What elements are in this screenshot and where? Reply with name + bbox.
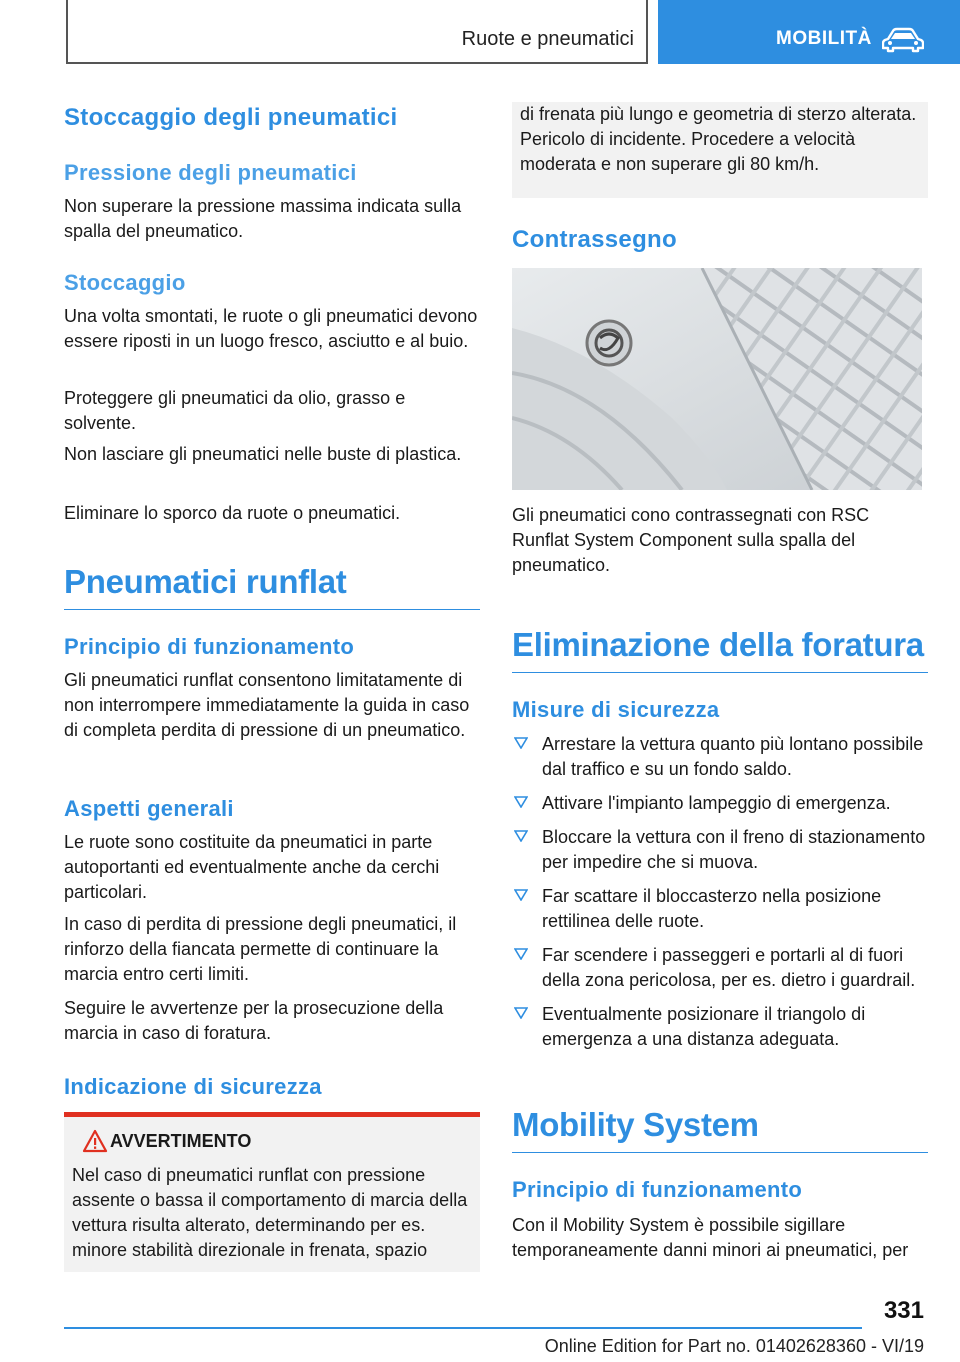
measure-text: Eventualmente posizionare il triangolo di emergenza a una distanza adeguata. xyxy=(542,1004,866,1049)
tire-sidewall-image xyxy=(512,268,922,490)
general-p3: Seguire le avvertenze per la prosecuzione della marcia in caso di foratura. xyxy=(64,998,444,1043)
warning-label: AVVERTIMENTO xyxy=(110,1131,252,1151)
mobility-title: Mobility System xyxy=(512,1106,928,1153)
list-item xyxy=(512,825,928,875)
stock-p2: Proteggere gli pneumatici da olio, grasso e solvente. xyxy=(64,388,406,433)
principle-text: Gli pneumatici runflat consentono limitatamente di non interrompere immediatamente la guida in caso di completa perdita di pressione di un pneumatico. xyxy=(64,670,470,740)
puncture-title: Eliminazione della foratura xyxy=(512,626,928,673)
general-title: Aspetti generali xyxy=(64,796,234,821)
measure-text: Bloccare la vettura con il freno di stazionamento per impedire che si muova. xyxy=(542,827,926,872)
pressure-title: Pressione degli pneumatici xyxy=(64,160,357,185)
warning-continued-text: di frenata più lungo e geometria di sterzo alterata. Pericolo di incidente. Procedere a velocità moderata e non superare gli 80 km/h. xyxy=(520,104,917,174)
runflat-title: Pneumatici runflat xyxy=(64,563,480,610)
general-p2: In caso di perdita di pressione degli pneumatici, il rinforzo della fiancata permette di continuare la marcia entro certi limiti. xyxy=(64,914,457,984)
mark-title: Contrassegno xyxy=(512,226,677,253)
list-item xyxy=(512,791,928,816)
warning-text: Nel caso di pneumatici runflat con pressione assente o bassa il comportamento di marcia della vettura risulta alterato, determinando per es. minore stabilità direzionale in frenata, spazio xyxy=(72,1165,468,1260)
principle-title: Principio di funzionamento xyxy=(64,634,355,659)
measure-text: Far scattare il bloccasterzo nella posizione rettilinea delle ruote. xyxy=(542,886,882,931)
stock-title: Stoccaggio xyxy=(64,270,186,295)
warning-icon xyxy=(82,1129,108,1153)
stock-p4: Eliminare lo sporco da ruote o pneumatici. xyxy=(64,503,401,523)
warning-continued-box xyxy=(512,102,928,198)
measures-list xyxy=(512,732,928,1061)
tire-illustration xyxy=(512,268,922,490)
bullet-triangle-icon xyxy=(514,1007,528,1019)
header-section-box xyxy=(66,0,648,64)
list-item xyxy=(512,884,928,934)
list-item xyxy=(512,1002,928,1052)
mob-principle-text: Con il Mobility System è possibile sigillare temporaneamente danni minori ai pneumatici, per xyxy=(512,1215,909,1260)
safety-title: Indicazione di sicurezza xyxy=(64,1074,322,1099)
mark-text: Gli pneumatici cono contrassegnati con RSC Runflat System Component sulla spalla del pneumatico. xyxy=(512,505,870,575)
general-p1: Le ruote sono costituite da pneumatici in parte autoportanti ed eventualmente anche da cerchi particolari. xyxy=(64,832,440,902)
measure-text: Attivare l'impianto lampeggio di emergenza. xyxy=(542,793,891,813)
header-section-title: Ruote e pneumatici xyxy=(461,28,634,50)
stock-p1: Una volta smontati, le ruote o gli pneumatici devono essere riposti in un luogo fresco, asciutto e al buio. xyxy=(64,306,478,351)
bullet-triangle-icon xyxy=(514,948,528,960)
bullet-triangle-icon xyxy=(514,796,528,808)
footer-edition: Online Edition for Part no. 01402628360 - VI/19 xyxy=(544,1336,924,1356)
footer-divider xyxy=(64,1327,862,1329)
mob-principle-title: Principio di funzionamento xyxy=(512,1177,803,1202)
page-number: 331 xyxy=(883,1297,924,1324)
bullet-triangle-icon xyxy=(514,737,528,749)
measure-text: Far scendere i passeggeri e portarli al di fuori della zona pericolosa, per es. dietro i guardrail. xyxy=(542,945,916,990)
list-item xyxy=(512,943,928,993)
warning-box xyxy=(64,1117,480,1272)
bullet-triangle-icon xyxy=(514,830,528,842)
car-icon xyxy=(882,27,924,53)
bullet-triangle-icon xyxy=(514,889,528,901)
list-item xyxy=(512,732,928,782)
measure-text: Arrestare la vettura quanto più lontano possibile dal traffico e su un fondo saldo. xyxy=(542,734,924,779)
storage-title: Stoccaggio degli pneumatici xyxy=(64,104,398,131)
pressure-text: Non superare la pressione massima indicata sulla spalla del pneumatico. xyxy=(64,196,462,241)
stock-p3: Non lasciare gli pneumatici nelle buste di plastica. xyxy=(64,444,462,464)
header-chapter-label: MOBILITÀ xyxy=(776,28,872,49)
measures-title: Misure di sicurezza xyxy=(512,697,720,722)
